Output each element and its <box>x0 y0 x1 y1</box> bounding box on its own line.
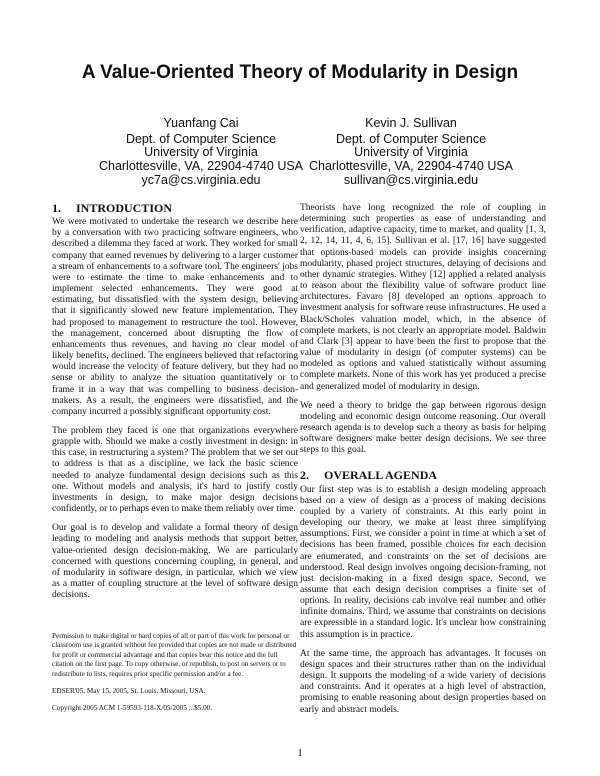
section-title: OVERALL AGENDA <box>324 468 438 483</box>
author-email: sullivan@cs.virginia.edu <box>343 172 479 187</box>
author-block-sullivan <box>296 117 526 188</box>
author-address: Charlottesville, VA, 22904-4740 USA <box>98 159 304 174</box>
section-heading-introduction <box>52 203 298 214</box>
section-title: INTRODUCTION <box>76 201 173 215</box>
section-heading-overall-agenda <box>300 470 546 481</box>
paragraph: We need a theory to bridge the gap between rigorous design modeling and economic design outcome reasoning. Our overall research agenda is to develop such a theory as basis for helping software designers make better design decisions. We see three steps to this goal. <box>300 400 546 456</box>
copyright-footnote <box>52 632 298 722</box>
paragraph: The problem they faced is one that organizations everywhere grapple with. Should we make a costly investment in design: in this case, in restructuring a system? The problem that we set out to address is that as a discipline, we lack the basic science needed to analyze fundamental design decisions such as this one. Without models and analysis, it's hard to justify costly investments in design, to make major design decisions confidently, or to perhaps even to make them reliably over time. <box>52 425 298 515</box>
author-name: Yuanfang Cai <box>163 116 239 130</box>
paragraph: We were motivated to undertake the research we describe here by a conversation with two practicing software engineers, who described a dilemma they faced at work. They worked for small company that earned revenues by delivering to a larger customer a stream of enhancements to a software tool. The engineers' jobs were to estimate the time to make enhancements and to implement selected enhancements. They were good at estimating, but dissatisfied with the system design, believing that it significantly slowed new feature implementation. They had proposed to management to restructure the tool. However, the management, concerned about disrupting the flow of enhancements thus revenues, and having no clear model of likely benefits, declined. The engineers believed that refactoring would increase the velocity of feature delivery, but they had no sense or ability to analyze the situation quantitatively or to frame it in a way that was compelling to business decision-makers. As a result, the engineers were dissatisfied, and the company incurred a possibly significant opportunity cost. <box>52 217 298 417</box>
permission-notice: Permission to make digital or hard copies of all or part of this work for personal or classroom use is granted without fee provided that copies are not made or distributed for profit or commercial advantage and that copies bear this notice and the full citation on the first page. To copy otherwise, or republish, to post on servers or to redistribute to lists, requires prior specific permission and/or a fee. <box>52 632 297 678</box>
venue-line: EDSER'05, May 15, 2005, St. Louis, Missouri, USA. <box>52 687 206 696</box>
paper-title: A Value-Oriented Theory of Modularity in Design <box>81 62 519 83</box>
author-block-cai <box>86 117 316 188</box>
author-email: yc7a@cs.virginia.edu <box>141 172 261 187</box>
left-column <box>52 203 298 609</box>
section-number: 2. <box>300 468 309 483</box>
paragraph: Our first step was is to establish a design modeling approach based on a view of design as a process of making decisions coupled by a variety of constraints. At this early point in developing our theory, we make at least three simplifying assumptions. First, we consider a point in time at which a set of decisions has been framed, possible choices for each decision are enumerated, and constraints on the set of decisions are understood. Real design involves ongoing decision-framing, not just decision-making in a fixed design space. Second, we assume that each design decision comprises a finite set of options. In reality, decisions cab involve real number and other infinite domains. Third, we assume that constraints on decisions are expressible in a standard logic. It's unclear how constraining this assumption is in practice. <box>300 484 546 640</box>
author-university: University of Virginia <box>144 145 258 160</box>
author-department: Dept. of Computer Science <box>335 131 487 146</box>
author-university: University of Virginia <box>354 145 468 160</box>
copyright-line: Copyright 2005 ACM 1-59593-118-X/05/2005 ...$5.00. <box>52 704 213 713</box>
section-number: 1. <box>52 201 61 215</box>
paragraph: Theorists have long recognized the role of coupling in determining such properties as ease of understanding and verification, adaptive capacity, time to market, and quality [1, 3, 2, 12, 14, 11, 4, 6, 15]. Sullivan et al. [17, 16] have suggested that options-based models can provide insights concerning modularity, phased project structures, delaying of decisions and other dynamic strategies. Withey [12] applied a related analysis to reason about the flexibility value of software product line architectures. Favaro [8] developed an options approach to investment analysis for software reuse infrastructures. He used a Black/Scholes valuation model, which, in the absence of complete markets, is not clearly an appropriate model. Baldwin and Clark [3] appear to have been the first to propose that the value of modularity in design (of computer systems) can be modeled as options and valued statistically without assuming complete markets. None of this work has yet produced a precise and generalized model of modularity in design. <box>300 203 546 392</box>
author-name: Kevin J. Sullivan <box>365 116 457 130</box>
paragraph: Our goal is to develop and validate a formal theory of design leading to modeling and analysis methods that support better, value-oriented design decision-making. We are particularly concerned with questions concerning coupling, in general, and of modularity in software design, in particular, which we view as a matter of coupling structure at the level of software design decisions. <box>52 523 298 601</box>
author-address: Charlottesville, VA, 22904-4740 USA <box>308 159 514 174</box>
right-column <box>300 203 546 724</box>
page-number: 1 <box>297 747 303 759</box>
author-department: Dept. of Computer Science <box>125 131 277 146</box>
paragraph: At the same time, the approach has advantages. It focuses on design spaces and their structures rather than on the individual design. It supports the modeling of a wide variety of decisions and constraints. And it operates at a high level of abstraction, promising to enable reasoning about design properties based on early and abstract models. <box>300 648 546 715</box>
